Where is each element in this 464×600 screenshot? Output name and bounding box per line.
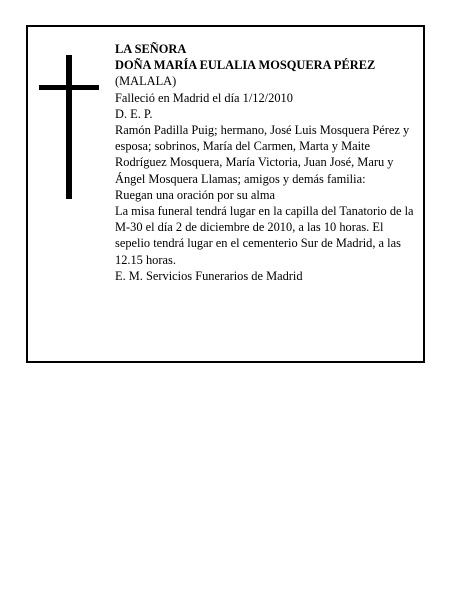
family-list: Ramón Padilla Puig; hermano, José Luis Mosquera Pérez y esposa; sobrinos, María del Carmen, Marta y Maite Rodríguez Mosquera, María Victoria, Juan José, Maru y Ángel Mosquera Llamas; amigos y demás familia: — [115, 123, 410, 186]
notice-title: LA SEÑORA — [115, 42, 187, 56]
obituary-notice — [26, 25, 425, 363]
cross-icon — [39, 55, 99, 199]
prayer-request: Ruegan una oración por su alma — [115, 187, 275, 202]
notice-text — [115, 41, 418, 284]
funeral-home: E. M. Servicios Funerarios de Madrid — [115, 268, 303, 283]
deceased-name: DOÑA MARÍA EULALIA MOSQUERA PÉREZ — [115, 58, 376, 73]
rest-in-peace: D. E. P. — [115, 106, 153, 121]
cross-horizontal-bar — [39, 85, 99, 90]
deceased-nickname: (MALALA) — [115, 74, 177, 89]
cross-vertical-bar — [66, 55, 72, 199]
ceremony-details: La misa funeral tendrá lugar en la capilla del Tanatorio de la M-30 el día 2 de diciembre de 2010, a las 10 horas. El sepelio tendrá lugar en el cementerio Sur de Madrid, a las 12.15 horas. — [115, 204, 414, 267]
death-info: Falleció en Madrid el día 1/12/2010 — [115, 90, 293, 105]
